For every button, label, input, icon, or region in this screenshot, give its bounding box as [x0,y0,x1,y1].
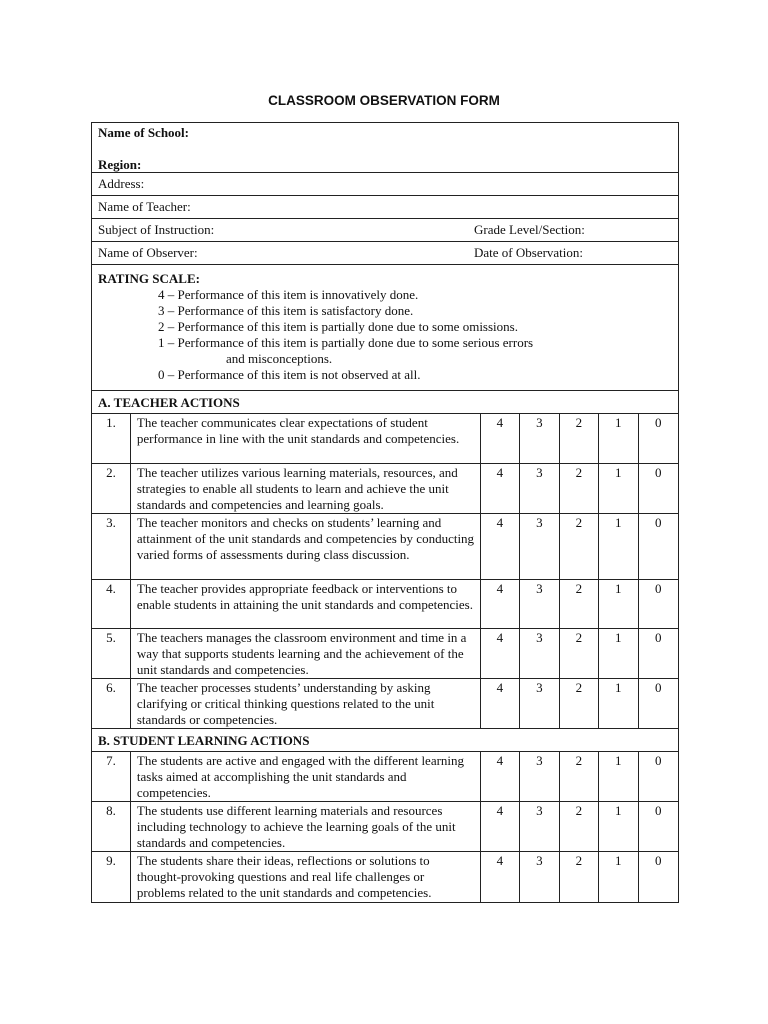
score-0[interactable]: 0 [654,753,662,768]
region-label: Region: [98,157,142,172]
score-3[interactable]: 3 [520,679,559,728]
item-description: The teacher utilizes various learning materials, resources, and strategies to enable all students to learn and achieve the unit standards and competencies and learning goals. [131,464,481,513]
score-1[interactable]: 1 [599,852,638,902]
score-1[interactable]: 1 [599,802,638,851]
score-2[interactable]: 2 [560,580,599,628]
rating-item: 3 – Performance of this item is satisfactory done. [158,303,414,318]
section-heading-student-learning-actions: B. STUDENT LEARNING ACTIONS [92,729,678,752]
score-3[interactable]: 3 [520,802,559,851]
subject-label: Subject of Instruction: [98,222,215,237]
score-4[interactable]: 4 [481,464,520,513]
score-4[interactable]: 4 [481,580,520,628]
table-row [92,580,678,629]
score-3[interactable]: 3 [520,852,559,902]
score-0[interactable]: 0 [654,465,662,480]
score-1[interactable]: 1 [599,514,638,579]
item-number: 8. [92,802,131,851]
rating-item: 4 – Performance of this item is innovatively done. [158,287,419,302]
score-0[interactable]: 0 [654,415,662,430]
teacher-actions-list [92,414,678,729]
score-1[interactable]: 1 [599,629,638,678]
rating-item: 0 – Performance of this item is not observed at all. [158,367,421,382]
score-3[interactable]: 3 [520,752,559,801]
item-number: 3. [92,514,131,579]
teacher-row [92,196,678,219]
score-3[interactable]: 3 [520,580,559,628]
item-description: The students use different learning materials and resources including technology to achieve the learning goals of the unit standards and competencies. [131,802,481,851]
rating-item-continuation: and misconceptions. [226,351,333,366]
school-region-row [92,123,678,173]
score-2[interactable]: 2 [560,802,599,851]
score-4[interactable]: 4 [481,752,520,801]
score-4[interactable]: 4 [481,852,520,902]
score-2[interactable]: 2 [560,514,599,579]
table-row [92,852,678,902]
score-3[interactable]: 3 [520,414,559,463]
rating-item: 1 – Performance of this item is partially done due to some serious errors [158,335,534,350]
score-3[interactable]: 3 [520,514,559,579]
score-2[interactable]: 2 [560,464,599,513]
score-0[interactable]: 0 [654,853,662,868]
table-row [92,514,678,580]
item-number: 7. [92,752,131,801]
score-1[interactable]: 1 [599,414,638,463]
score-2[interactable]: 2 [560,414,599,463]
table-row [92,679,678,729]
score-3[interactable]: 3 [520,464,559,513]
observer-date-row [92,242,678,265]
score-1[interactable]: 1 [599,679,638,728]
item-number: 5. [92,629,131,678]
score-0[interactable]: 0 [654,803,662,818]
rating-scale-heading: RATING SCALE: [98,271,200,286]
student-actions-list [92,752,678,902]
item-number: 9. [92,852,131,902]
item-number: 1. [92,414,131,463]
score-4[interactable]: 4 [481,679,520,728]
table-row [92,752,678,802]
item-description: The students are active and engaged with the different learning tasks aimed at accomplishing the unit standards and competencies. [131,752,481,801]
score-0[interactable]: 0 [654,581,662,596]
observer-label: Name of Observer: [98,245,198,260]
table-row [92,464,678,514]
score-1[interactable]: 1 [599,752,638,801]
table-row [92,629,678,679]
rating-scale [92,265,678,391]
score-2[interactable]: 2 [560,629,599,678]
teacher-label: Name of Teacher: [98,199,191,214]
item-description: The teacher monitors and checks on students’ learning and attainment of the unit standards and competencies by conducting varied forms of assessments during class discussion. [131,514,481,579]
table-row [92,802,678,852]
date-label: Date of Observation: [474,245,584,260]
item-number: 4. [92,580,131,628]
score-0[interactable]: 0 [654,515,662,530]
score-4[interactable]: 4 [481,629,520,678]
score-4[interactable]: 4 [481,414,520,463]
item-description: The teacher processes students’ understanding by asking clarifying or critical thinking questions related to the unit standards or competencies. [131,679,481,728]
score-1[interactable]: 1 [599,464,638,513]
score-3[interactable]: 3 [520,629,559,678]
grade-label: Grade Level/Section: [474,222,585,237]
section-heading-teacher-actions: A. TEACHER ACTIONS [92,391,678,414]
observation-form [91,122,679,903]
item-number: 6. [92,679,131,728]
address-row [92,173,678,196]
item-description: The students share their ideas, reflections or solutions to thought-provoking questions and real life challenges or problems related to the unit standards and competencies. [131,852,481,902]
score-4[interactable]: 4 [481,802,520,851]
score-1[interactable]: 1 [599,580,638,628]
item-number: 2. [92,464,131,513]
score-2[interactable]: 2 [560,852,599,902]
score-0[interactable]: 0 [654,630,662,645]
form-title: CLASSROOM OBSERVATION FORM [268,93,500,108]
score-0[interactable]: 0 [654,680,662,695]
rating-item: 2 – Performance of this item is partially done due to some omissions. [158,319,518,334]
address-label: Address: [98,176,145,191]
item-description: The teachers manages the classroom environment and time in a way that supports students learning and the achievement of the unit standards and competencies. [131,629,481,678]
school-label: Name of School: [98,125,189,140]
score-4[interactable]: 4 [481,514,520,579]
subject-grade-row [92,219,678,242]
table-row [92,414,678,464]
item-description: The teacher communicates clear expectations of student performance in line with the unit standards and competencies. [131,414,481,463]
item-description: The teacher provides appropriate feedback or interventions to enable students in attaining the unit standards and competencies. [131,580,481,628]
score-2[interactable]: 2 [560,752,599,801]
score-2[interactable]: 2 [560,679,599,728]
